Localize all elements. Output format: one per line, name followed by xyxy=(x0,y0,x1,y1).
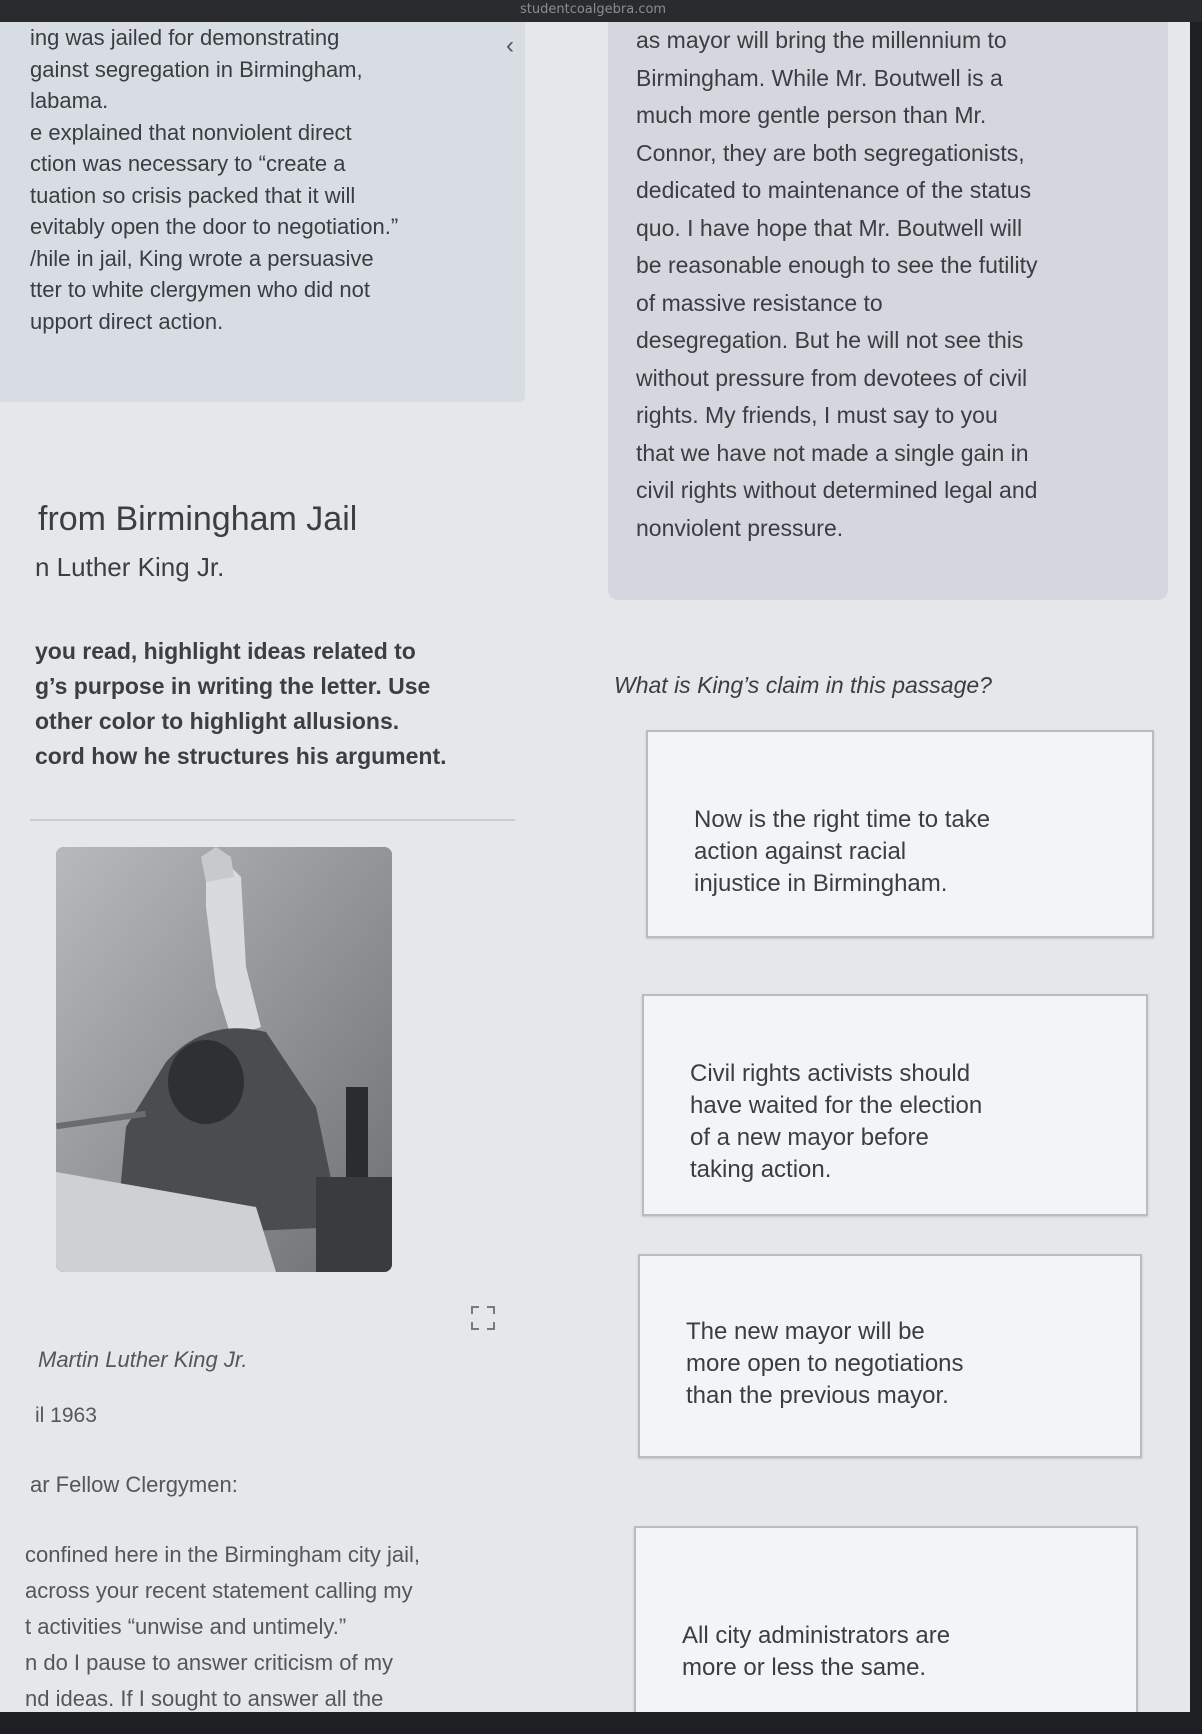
expand-icon[interactable] xyxy=(470,1305,496,1331)
passage-line: rights. My friends, I must say to you xyxy=(636,402,998,428)
passage-line: much more gentle person than Mr. xyxy=(636,102,987,128)
answer-option-3[interactable] xyxy=(638,1254,1142,1458)
question-prompt: What is King’s claim in this passage? xyxy=(614,672,992,698)
lesson-screen xyxy=(0,22,1190,1712)
letter-line: t activities “unwise and untimely.” xyxy=(25,1614,347,1639)
option-line: more or less the same. xyxy=(682,1654,927,1681)
option-line: have waited for the election xyxy=(690,1092,983,1119)
letter-line: nd ideas. If I sought to answer all the xyxy=(25,1686,384,1711)
option-line: injustice in Birmingham. xyxy=(694,870,948,897)
passage-line: that we have not made a single gain in xyxy=(636,439,1029,466)
passage-line: without pressure from devotees of civil xyxy=(636,364,1028,391)
option-line: Now is the right time to take xyxy=(694,806,991,833)
passage-line: as mayor will bring the millennium to xyxy=(636,27,1007,53)
portrait-photo xyxy=(56,847,392,1272)
instruction-line: you read, highlight ideas related to xyxy=(35,638,416,664)
option-line: more open to negotiations xyxy=(686,1350,964,1377)
instruction-line: cord how he structures his argument. xyxy=(35,743,447,769)
page-title: from Birmingham Jail xyxy=(38,500,358,538)
letter-date: il 1963 xyxy=(35,1404,97,1427)
option-line: action against racial xyxy=(694,838,907,865)
answer-option-2[interactable] xyxy=(642,994,1148,1216)
option-line: of a new mayor before xyxy=(690,1124,929,1151)
passage-panel xyxy=(608,22,1168,600)
intro-line: ction was necessary to “create a xyxy=(30,151,346,176)
instruction-line: other color to highlight allusions. xyxy=(35,708,400,734)
intro-line: gainst segregation in Birmingham, xyxy=(30,56,363,82)
intro-line: evitably open the door to negotiation.” xyxy=(30,214,399,239)
intro-line: tuation so crisis packed that it will xyxy=(30,182,356,208)
letter-line: across your recent statement calling my xyxy=(25,1578,413,1603)
option-line: The new mayor will be xyxy=(686,1318,925,1345)
intro-line: upport direct action. xyxy=(30,308,224,334)
passage-line: Connor, they are both segregationists, xyxy=(636,139,1025,166)
passage-line: nonviolent pressure. xyxy=(636,514,844,541)
passage-line: civil rights without determined legal and xyxy=(636,477,1038,503)
passage-line: be reasonable enough to see the futility xyxy=(636,252,1038,278)
passage-line: quo. I have hope that Mr. Boutwell will xyxy=(636,214,1023,241)
option-line: taking action. xyxy=(690,1156,832,1183)
browser-top-bar xyxy=(0,0,1202,22)
passage-line: of massive resistance to xyxy=(636,289,883,316)
intro-line: e explained that nonviolent direct xyxy=(30,119,352,145)
letter-text xyxy=(25,1537,525,1712)
reading-instructions xyxy=(35,634,515,774)
intro-panel xyxy=(0,22,525,402)
answer-option-4[interactable] xyxy=(634,1526,1138,1712)
option-line: All city administrators are xyxy=(682,1622,951,1649)
letter-line: confined here in the Birmingham city jail, xyxy=(25,1542,420,1567)
chevron-left-icon: ‹ xyxy=(506,32,514,59)
passage-text xyxy=(636,22,1038,547)
answer-option-1[interactable] xyxy=(646,730,1154,938)
url-text: studentcoalgebra.com xyxy=(520,2,667,17)
option-line: than the previous mayor. xyxy=(686,1382,949,1409)
passage-line: Birmingham. While Mr. Boutwell is a xyxy=(636,64,1003,91)
intro-line: ing was jailed for demonstrating xyxy=(30,25,340,50)
letter-line: n do I pause to answer criticism of my xyxy=(25,1650,394,1675)
intro-line: /hile in jail, King wrote a persuasive xyxy=(30,245,374,271)
passage-line: desegregation. But he will not see this xyxy=(636,327,1024,353)
photo-caption: Martin Luther King Jr. xyxy=(38,1347,248,1372)
instruction-line: g’s purpose in writing the letter. Use xyxy=(35,673,431,699)
divider xyxy=(30,819,515,821)
passage-line: dedicated to maintenance of the status xyxy=(636,177,1032,203)
option-line: Civil rights activists should xyxy=(690,1060,971,1087)
intro-line: tter to white clergymen who did not xyxy=(30,277,370,302)
portrait-illustration xyxy=(56,847,392,1272)
intro-text xyxy=(30,22,500,337)
intro-line: labama. xyxy=(30,88,109,113)
author-name: n Luther King Jr. xyxy=(35,552,225,582)
back-button[interactable] xyxy=(506,32,514,60)
letter-salutation: ar Fellow Clergymen: xyxy=(30,1472,238,1497)
